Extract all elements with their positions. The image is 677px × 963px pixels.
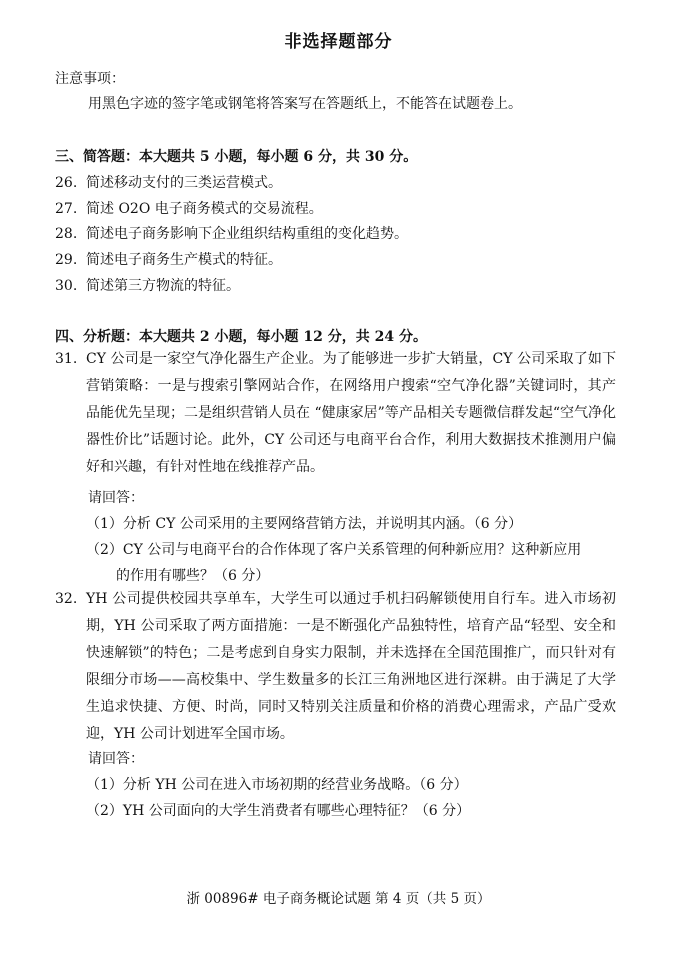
question-text: 简述移动支付的三类运营模式。 <box>86 175 282 191</box>
question-28 <box>55 223 408 243</box>
notice-heading: 注意事项： <box>55 71 125 87</box>
question-31-sub1: （1）分析 CY 公司采用的主要网络营销方法，并说明其内涵。（6 分） <box>86 516 523 532</box>
question-number: 28. <box>55 226 78 242</box>
question-text: 简述第三方物流的特征。 <box>86 278 240 294</box>
question-32-sub2: （2）YH 公司面向的大学生消费者有哪些心理特征？（6 分） <box>86 803 471 819</box>
question-31-sub2-cont: 的作用有哪些？（6 分） <box>116 568 270 584</box>
question-31-ask: 请回答： <box>88 490 144 506</box>
page-footer: 浙 00896# 电子商务概论试题 第 4 页（共 5 页） <box>186 891 491 907</box>
question-text: 简述电子商务影响下企业组织结构重组的变化趋势。 <box>86 226 408 242</box>
notice-text: 用黑色字迹的签字笔或钢笔将答案写在答题纸上，不能答在试题卷上。 <box>88 96 522 112</box>
question-text: 简述 O2O 电子商务模式的交易流程。 <box>86 201 323 217</box>
question-32-text: YH 公司提供校园共享单车，大学生可以通过手机扫码解锁使用自行车。进入市场初期，YH 公司采取了两方面措施：一是不断强化产品独特性，培育产品“轻型、安全和快速解锁”的特色；二是考虑到自身实力限制，并未选择在全国范围推广，而只针对有限细分市场——高校集中、学生数量多的长江三角洲地区进行深耕。由于满足了大学生追求快捷、方便、时尚，同时又特别关注质量和价格的消费心理需求，产品广受欢迎，YH 公司计划进军全国市场。 <box>86 591 616 742</box>
question-32-sub1: （1）分析 YH 公司在进入市场初期的经营业务战略。（6 分） <box>86 777 468 793</box>
question-27 <box>55 198 323 218</box>
question-text: 简述电子商务生产模式的特征。 <box>86 252 282 268</box>
question-31-text: CY 公司是一家空气净化器生产企业。为了能够进一步扩大销量，CY 公司采取了如下营销策略：一是与搜索引擎网站合作，在网络用户搜索“空气净化器”关键词时，其产品能优先呈现；二是组织营销人员在 “健康家居”等产品相关专题微信群发起“空气净化器性价比”话题讨论。此外，CY 公司还与电商平台合作，利用大数据技术推测用户偏好和兴趣，有针对性地在线推荐产品。 <box>86 351 616 475</box>
page-title: 非选择题部分 <box>284 32 393 52</box>
question-32-ask: 请回答： <box>88 751 144 767</box>
section3-heading: 三、简答题：本大题共 5 小题，每小题 6 分，共 30 分。 <box>55 149 418 165</box>
question-number: 26. <box>55 175 78 191</box>
question-31-sub2: （2）CY 公司与电商平台的合作体现了客户关系管理的何种新应用？这种新应用 <box>86 542 582 558</box>
question-26 <box>55 172 282 192</box>
question-31-number: 31. <box>55 351 78 367</box>
question-number: 30. <box>55 278 78 294</box>
section4-heading: 四、分析题：本大题共 2 小题，每小题 12 分，共 24 分。 <box>55 329 427 345</box>
question-30 <box>55 275 240 295</box>
question-29 <box>55 249 282 269</box>
question-32-number: 32. <box>55 591 78 607</box>
question-number: 29. <box>55 252 78 268</box>
question-number: 27. <box>55 201 78 217</box>
